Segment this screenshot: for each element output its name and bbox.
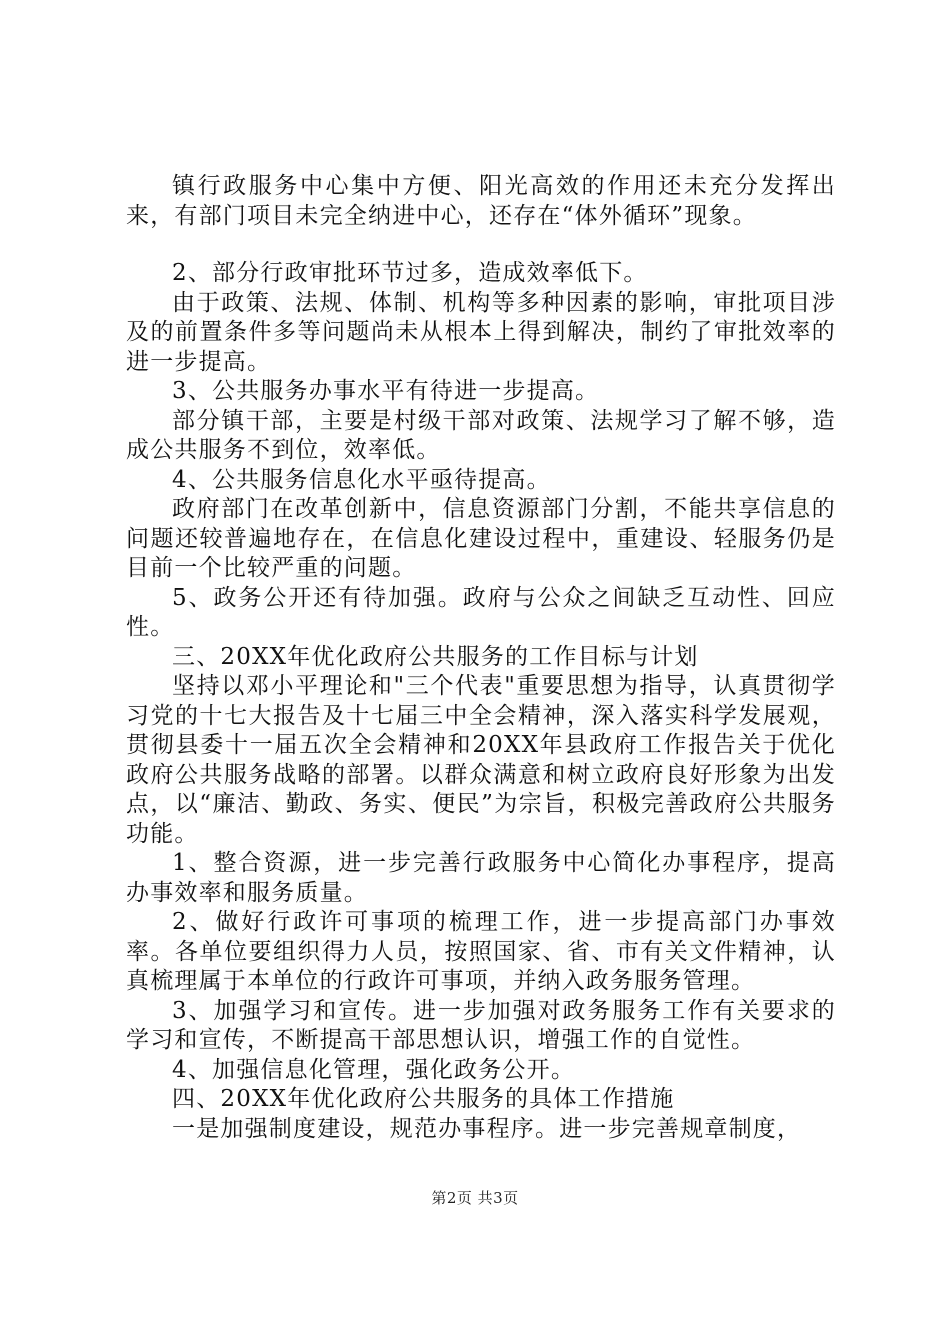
paragraph: 4、加强信息化管理，强化政务公开。: [172, 1056, 576, 1083]
paragraph: 2、做好行政许可事项的梳理工作，进一步提高部门办事效率。各单位要组织得力人员，按照国家、省、市有关文件精神，认真梳理属于本单位的行政许可事项，并纳入政务服务管理。: [126, 909, 836, 994]
paragraph: 5、政务公开还有待加强。政府与公众之间缺乏互动性、回应性。: [126, 584, 836, 640]
page-number-footer: 第2页 共3页: [431, 1189, 519, 1207]
section-heading: 三、20XX年优化政府公共服务的工作目标与计划: [172, 643, 699, 670]
paragraph: 由于政策、法规、体制、机构等多种因素的影响，审批项目涉及的前置条件多等问题尚未从根本上得到解决，制约了审批效率的进一步提高。: [126, 289, 836, 375]
section-heading: 四、20XX年优化政府公共服务的具体工作措施: [172, 1086, 675, 1112]
paragraph: 1、整合资源，进一步完善行政服务中心简化办事程序，提高办事效率和服务质量。: [126, 850, 836, 906]
paragraph: 3、公共服务办事水平有待进一步提高。: [172, 378, 600, 404]
paragraph: 部分镇干部，主要是村级干部对政策、法规学习了解不够，造成公共服务不到位，效率低。: [126, 407, 836, 463]
paragraph: 4、公共服务信息化水平亟待提高。: [172, 466, 551, 493]
paragraph: 坚持以邓小平理论和"三个代表"重要思想为指导，认真贯彻学习党的十七大报告及十七届三中全会精神，深入落实科学发展观，贯彻县委十一届五次全会精神和20XX年县政府工作报告关于优化政府公共服务战略的部署。以群众满意和树立政府良好形象为出发点，以“廉洁、勤政、务实、便民”为宗旨，积极完善政府公共服务功能。: [126, 673, 836, 847]
document-body: [126, 172, 836, 1144]
paragraph: 镇行政服务中心集中方便、阳光高效的作用还未充分发挥出来，有部门项目未完全纳进中心，还存在“体外循环”现象。: [126, 173, 836, 229]
paragraph: 一是加强制度建设，规范办事程序。进一步完善规章制度，: [172, 1115, 802, 1142]
paragraph: 2、部分行政审批环节过多，造成效率低下。: [172, 260, 648, 286]
paragraph: 3、加强学习和宣传。进一步加强对政务服务工作有关要求的学习和宣传，不断提高干部思想认识，增强工作的自觉性。: [126, 997, 836, 1053]
paragraph: 政府部门在改革创新中，信息资源部门分割，不能共享信息的问题还较普遍地存在，在信息化建设过程中，重建设、轻服务仍是目前一个比较严重的问题。: [126, 496, 836, 581]
